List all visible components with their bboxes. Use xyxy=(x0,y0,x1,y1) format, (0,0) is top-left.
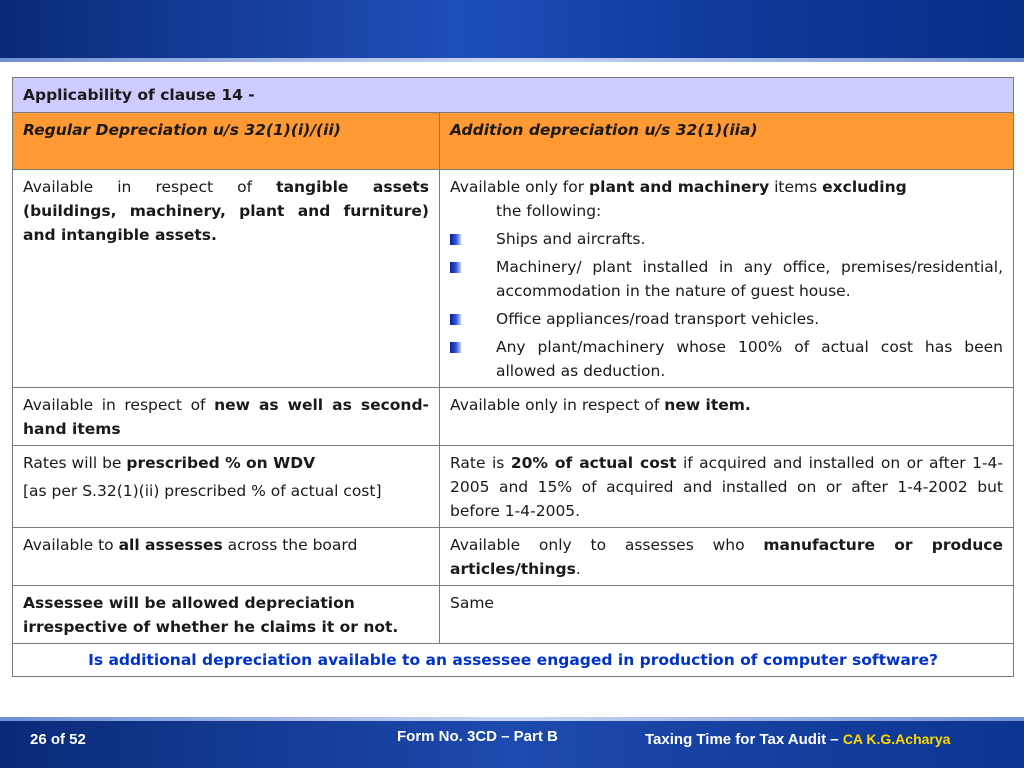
cell-additional-rates xyxy=(440,446,1014,528)
square-bullet-icon xyxy=(450,314,461,325)
text-bold: all assesses xyxy=(118,536,223,554)
applicability-table-container xyxy=(12,77,1013,677)
page-number: 26 of 52 xyxy=(30,731,86,748)
text: Rate is xyxy=(450,454,511,472)
col-header-additional: Addition depreciation u/s 32(1)(iia) xyxy=(440,113,1014,170)
text: Rates will be xyxy=(23,454,127,472)
list-item xyxy=(450,255,1003,303)
text: Available to xyxy=(23,536,119,554)
cell-regular-rates xyxy=(13,446,440,528)
text: across the board xyxy=(222,536,358,554)
text-bold: manufacture or produce articles/things xyxy=(450,536,1004,578)
list-item xyxy=(450,307,1003,331)
table-row xyxy=(13,528,1014,586)
list-item-text: Machinery/ plant installed in any office, premises/residential, accommodation in the nature of guest house. xyxy=(496,258,1004,300)
square-bullet-icon xyxy=(450,342,461,353)
tagline-text: Taxing Time for Tax Audit – xyxy=(645,731,843,748)
list-item xyxy=(450,227,1003,251)
table-row xyxy=(13,388,1014,446)
table-row xyxy=(13,170,1014,388)
text-bold: prescribed % on WDV xyxy=(126,454,316,472)
table-title-row xyxy=(13,78,1014,113)
square-bullet-icon xyxy=(450,262,461,273)
text: Available only for xyxy=(450,178,590,196)
column-header-row xyxy=(13,113,1014,170)
intro-text-cont: the following: xyxy=(496,202,602,220)
text-bold: new item. xyxy=(664,396,751,414)
text-bold: excluding xyxy=(822,178,907,196)
text: Available only to assesses who xyxy=(450,536,764,554)
question-text: Is additional depreciation available to an assessee engaged in production of computer software? xyxy=(13,644,1014,677)
cell-additional-items xyxy=(440,388,1014,446)
text-bold: plant and machinery xyxy=(589,178,770,196)
cell-additional-assets xyxy=(440,170,1014,388)
text-bold: Assessee will be allowed depreciation irrespective of whether he claims it or not. xyxy=(23,594,399,636)
text: Available in respect of xyxy=(23,178,277,196)
exclusion-list xyxy=(450,227,1003,383)
list-item-text: Ships and aircrafts. xyxy=(496,230,646,248)
text: if acquired and installed on or after 1-4-2005 and 15% of acquired and installed on or after 1-4-2002 but before 1-4-2005. xyxy=(450,454,1004,520)
col-header-regular: Regular Depreciation u/s 32(1)(i)/(ii) xyxy=(13,113,440,170)
text: Available only in respect of xyxy=(450,396,665,414)
text: . xyxy=(575,560,581,578)
text-bold: new as well as second-hand items xyxy=(23,396,429,438)
table-row xyxy=(13,446,1014,528)
footer-form-title: Form No. 3CD – Part B xyxy=(397,728,558,745)
author-name: CA K.G.Acharya xyxy=(842,731,951,747)
rates-line xyxy=(23,451,429,475)
rates-note: [as per S.32(1)(ii) prescribed % of actual cost] xyxy=(23,482,382,500)
list-item xyxy=(450,335,1003,383)
cell-additional-claim: Same xyxy=(440,586,1014,644)
question-row xyxy=(13,644,1014,677)
cell-additional-availability xyxy=(440,528,1014,586)
text: Available in respect of xyxy=(23,396,215,414)
cell-regular-claim xyxy=(13,586,440,644)
square-bullet-icon xyxy=(450,234,461,245)
text-bold: tangible assets (buildings, machinery, plant and furniture) and intangible assets. xyxy=(23,178,429,244)
list-item-text: Office appliances/road transport vehicles. xyxy=(496,310,820,328)
top-banner xyxy=(0,0,1024,62)
text: items xyxy=(769,178,823,196)
cell-regular-availability xyxy=(13,528,440,586)
text-bold: 20% of actual cost xyxy=(510,454,677,472)
cell-regular-items xyxy=(13,388,440,446)
footer-tagline xyxy=(645,731,950,748)
table-row xyxy=(13,586,1014,644)
table-title: Applicability of clause 14 - xyxy=(13,78,1014,113)
cell-regular-assets xyxy=(13,170,440,388)
list-item-text: Any plant/machinery whose 100% of actual cost has been allowed as deduction. xyxy=(496,338,1004,380)
intro-text xyxy=(450,175,1003,199)
applicability-table xyxy=(12,77,1014,677)
footer-bar xyxy=(0,717,1024,768)
